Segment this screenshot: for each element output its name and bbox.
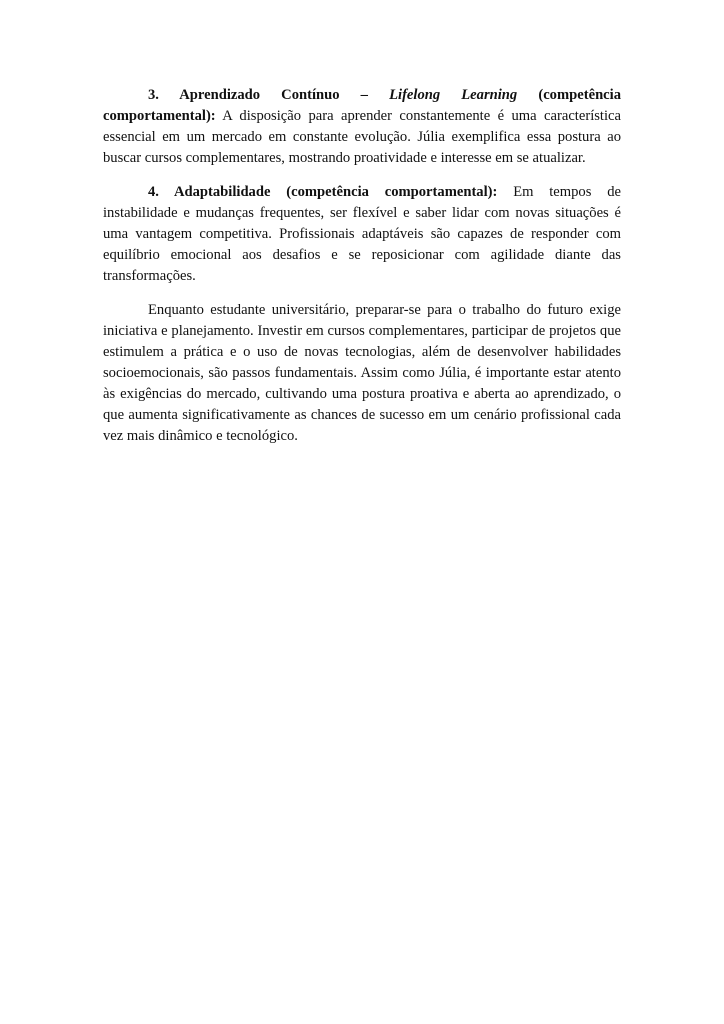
heading-prefix: 3. Aprendizado Contínuo – <box>148 87 390 103</box>
paragraph-body: A disposição para aprender constantemente é uma característica essencial em um mercado em constante evolução. Júlia exemplifica essa postura ao buscar cursos complementares, mostrando proatividade e interesse em se atualizar. <box>103 108 621 166</box>
paragraph-conclusao <box>103 300 621 447</box>
paragraph-body: Enquanto estudante universitário, preparar-se para o trabalho do futuro exige iniciativa e planejamento. Investir em cursos complementares, participar de projetos que estimulem a prática e o uso de novas tecnologias, além de desenvolver habilidades socioemocionais, são passos fundamentais. Assim como Júlia, é importante estar atento às exigências do mercado, cultivando uma postura proativa e aberta ao aprendizado, o que aumenta significativamente as chances de sucesso em um cenário profissional cada vez mais dinâmico e tecnológico. <box>103 302 621 444</box>
document-page <box>103 85 621 460</box>
heading-suffix: (competência comportamental): <box>103 87 622 124</box>
paragraph-body: Em tempos de instabilidade e mudanças frequentes, ser flexível e saber lidar com novas situações é uma vantagem competitiva. Profissionais adaptáveis são capazes de responder com equilíbrio emocional aos desafios e se reposicionar com agilidade diante das transformações. <box>103 184 621 284</box>
heading-italic-term: Lifelong Learning <box>389 87 518 103</box>
paragraph-adaptabilidade <box>103 182 621 287</box>
paragraph-heading: 4. Adaptabilidade (competência comportamental): <box>148 184 498 200</box>
paragraph-lifelong-learning <box>103 85 621 169</box>
